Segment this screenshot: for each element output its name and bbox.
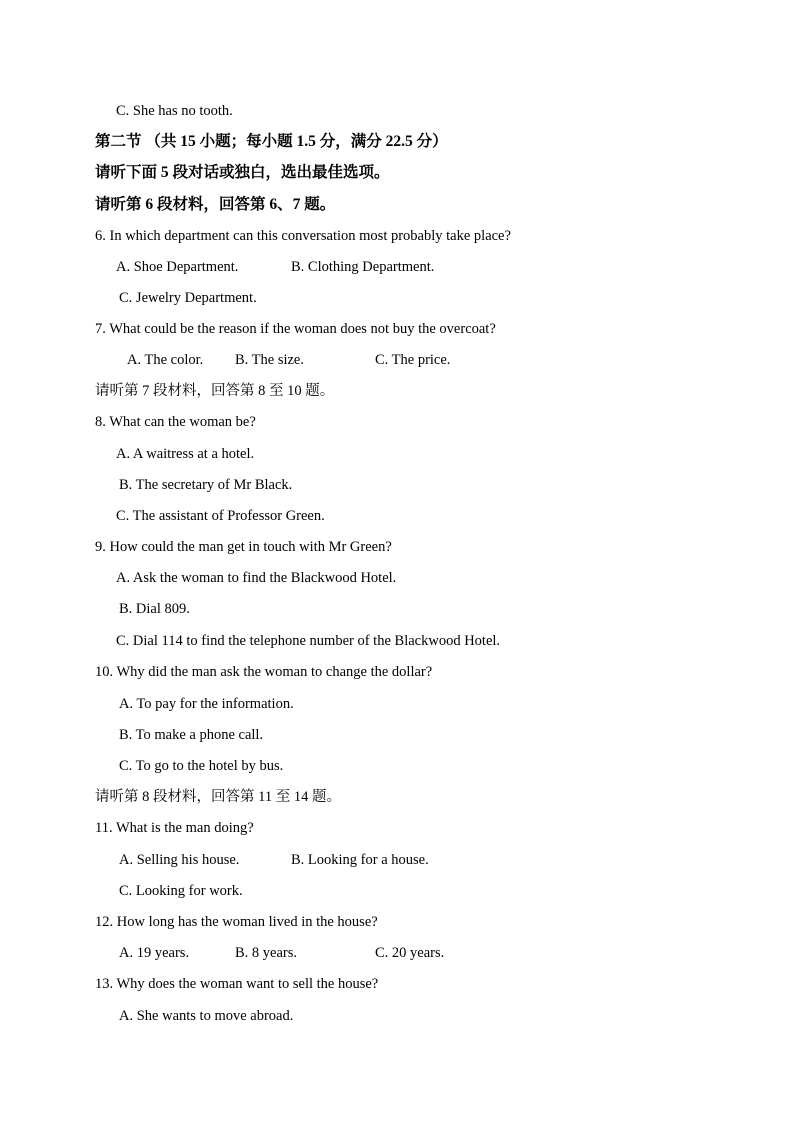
section-instruction: 请听下面 5 段对话或独白，选出最佳选项。 (95, 164, 390, 181)
question-6: 6. In which department can this conversation most probably take place? (95, 228, 511, 244)
q12-option-a: A. 19 years. (119, 945, 190, 961)
question-13: 13. Why does the woman want to sell the house? (95, 976, 379, 992)
passage-7-instruction: 请听第 7 段材料，回答第 8 至 10 题。 (95, 383, 335, 399)
q13-option-a: A. She wants to move abroad. (119, 1008, 294, 1024)
question-11: 11. What is the man doing? (95, 820, 254, 836)
question-12: 12. How long has the woman lived in the house? (95, 914, 378, 930)
q10-option-b: B. To make a phone call. (119, 727, 264, 743)
q11-option-b: B. Looking for a house. (291, 852, 429, 868)
question-10: 10. Why did the man ask the woman to change the dollar? (95, 664, 433, 680)
q11-option-c: C. Looking for work. (119, 883, 243, 899)
q8-option-b: B. The secretary of Mr Black. (119, 477, 293, 493)
passage-6-instruction: 请听第 6 段材料，回答第 6、7 题。 (95, 196, 336, 213)
q9-option-b: B. Dial 809. (119, 601, 190, 617)
q6-option-b: B. Clothing Department. (291, 259, 435, 275)
q7-option-a: A. The color. (127, 352, 204, 368)
q10-option-a: A. To pay for the information. (119, 696, 294, 712)
q7-option-c: C. The price. (375, 352, 451, 368)
q6-option-a: A. Shoe Department. (116, 259, 239, 275)
q12-option-b: B. 8 years. (235, 945, 298, 961)
q7-option-b: B. The size. (235, 352, 304, 368)
question-9: 9. How could the man get in touch with Mr Green? (95, 539, 392, 555)
q10-option-c: C. To go to the hotel by bus. (119, 758, 284, 774)
passage-8-instruction: 请听第 8 段材料，回答第 11 至 14 题。 (95, 789, 341, 805)
section-heading: 第二节 （共 15 小题；每小题 1.5 分，满分 22.5 分） (95, 133, 448, 150)
question-7: 7. What could be the reason if the woman does not buy the overcoat? (95, 321, 496, 337)
q12-option-c: C. 20 years. (375, 945, 445, 961)
q11-option-a: A. Selling his house. (119, 852, 240, 868)
q8-option-c: C. The assistant of Professor Green. (116, 508, 325, 524)
q5-option-c: C. She has no tooth. (116, 103, 233, 119)
q9-option-a: A. Ask the woman to find the Blackwood Hotel. (116, 570, 397, 586)
q8-option-a: A. A waitress at a hotel. (116, 446, 255, 462)
q6-option-c: C. Jewelry Department. (119, 290, 257, 306)
q9-option-c: C. Dial 114 to find the telephone number of the Blackwood Hotel. (116, 633, 501, 649)
question-8: 8. What can the woman be? (95, 414, 256, 430)
